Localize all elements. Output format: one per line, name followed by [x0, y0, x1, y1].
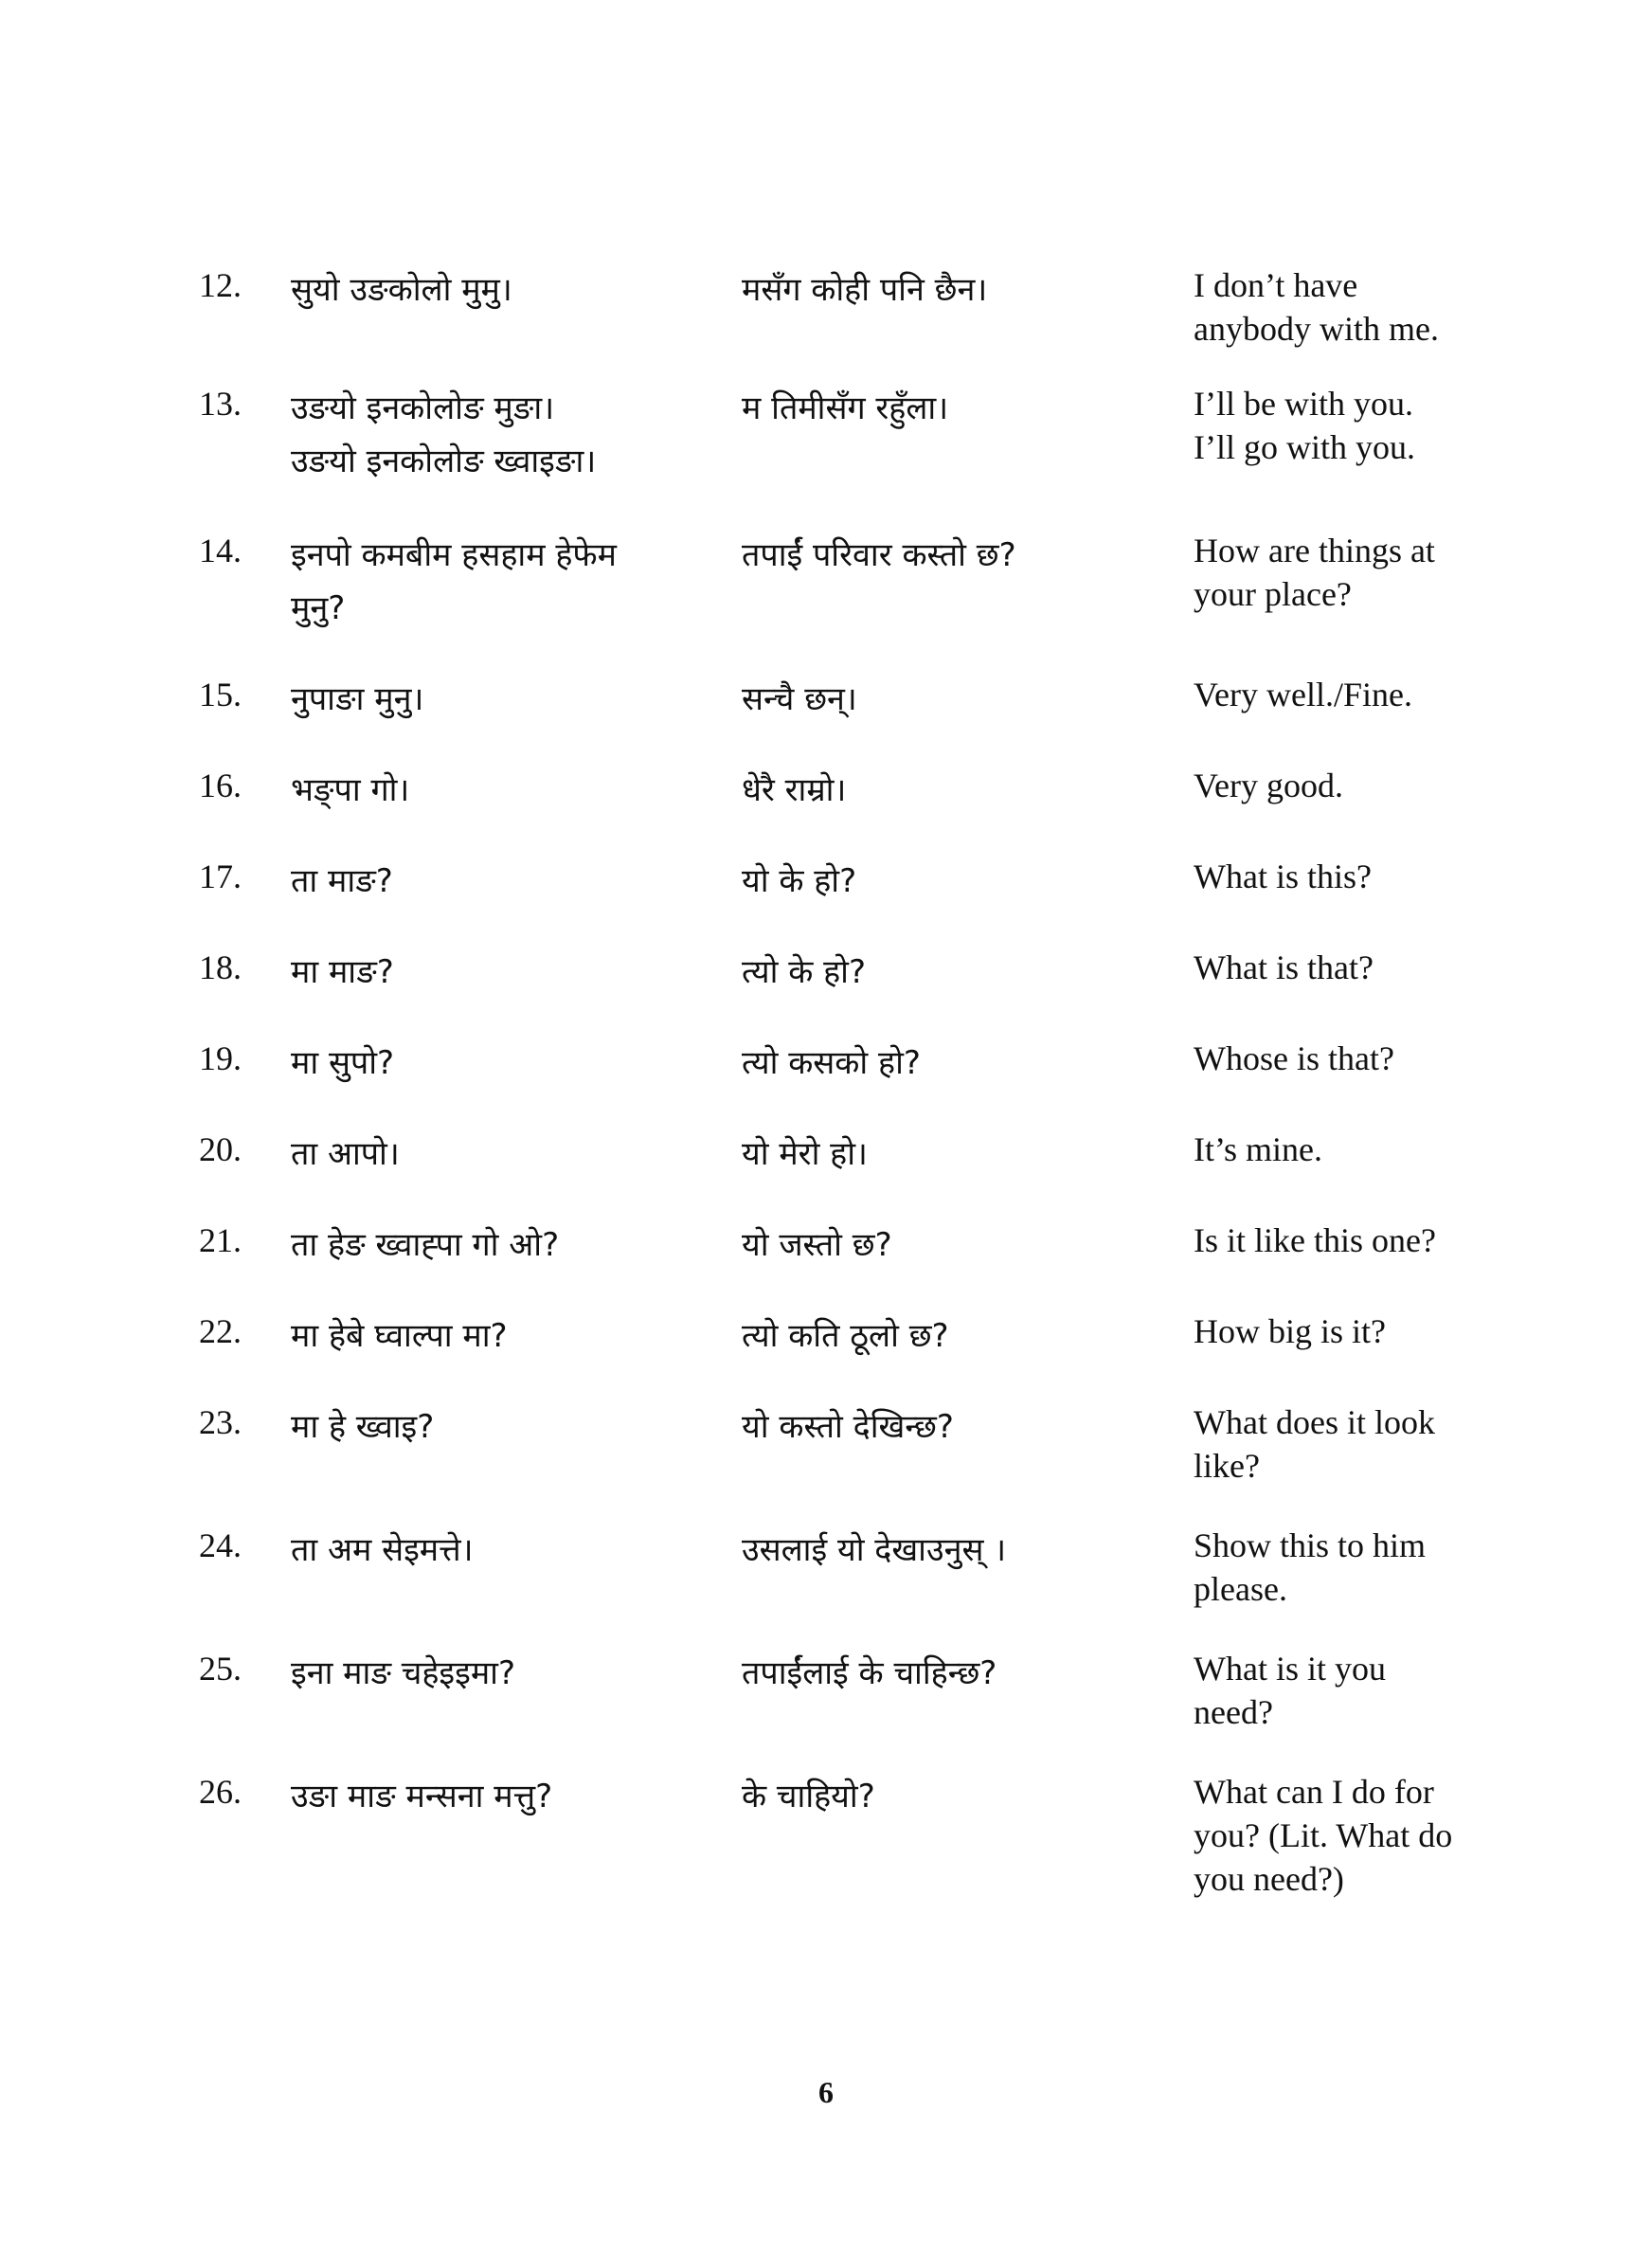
nepali-text [742, 1647, 1158, 1700]
english-text-line: What does it look [1194, 1403, 1435, 1441]
nepali-text-line: त्यो कति ठूलो छ? [742, 1317, 949, 1355]
english-text-line: anybody with me. [1194, 310, 1439, 348]
entry-number: 16. [199, 767, 242, 804]
limbu-text [291, 1037, 708, 1090]
entry-number: 14. [199, 532, 242, 569]
limbu-text [291, 764, 708, 817]
english-text-line: What is it you [1194, 1650, 1386, 1688]
nepali-text [742, 1309, 1158, 1363]
limbu-text-line: मुनु? [291, 589, 346, 627]
english-text-line: like? [1194, 1447, 1260, 1485]
nepali-text-line: म तिमीसँग रहुँला। [742, 389, 949, 427]
limbu-text [291, 1524, 708, 1577]
english-text-line: Whose is that? [1194, 1039, 1394, 1077]
limbu-text [291, 1400, 708, 1454]
english-text-line: Very well./Fine. [1194, 676, 1412, 713]
nepali-text [742, 673, 1158, 726]
limbu-text [291, 855, 708, 908]
english-text [1194, 1037, 1506, 1080]
english-text [1194, 673, 1506, 716]
english-text [1194, 1219, 1506, 1262]
entry-number: 15. [199, 676, 242, 713]
entry-number: 23. [199, 1403, 242, 1441]
entry-number: 18. [199, 948, 242, 986]
entry-number: 24. [199, 1526, 242, 1564]
limbu-text [291, 263, 708, 316]
english-text [1194, 946, 1506, 989]
english-text [1194, 764, 1506, 807]
nepali-text [742, 946, 1158, 999]
english-text-line: I don’t have [1194, 266, 1358, 304]
nepali-text [742, 764, 1158, 817]
entry-number: 26. [199, 1773, 242, 1811]
limbu-text-line: भङ्पा गो। [291, 771, 410, 809]
nepali-text-line: यो जस्तो छ? [742, 1226, 892, 1264]
limbu-text [291, 1128, 708, 1181]
english-text [1194, 1524, 1506, 1611]
entry-number: 25. [199, 1650, 242, 1688]
nepali-text [742, 1770, 1158, 1823]
english-text-line: What is that? [1194, 948, 1374, 986]
english-text [1194, 263, 1506, 351]
english-text-line: Very good. [1194, 767, 1343, 804]
limbu-text-line: मा हे ख्वाइ? [291, 1408, 435, 1446]
limbu-text-line: ता आपो। [291, 1135, 400, 1173]
english-text [1194, 382, 1506, 469]
english-text-line: I’ll be with you. [1194, 385, 1413, 423]
nepali-text-line: त्यो के हो? [742, 953, 867, 991]
english-text [1194, 1647, 1506, 1734]
english-text [1194, 1770, 1506, 1901]
entry-number: 17. [199, 858, 242, 895]
limbu-text-line: नुपाङा मुनु। [291, 680, 424, 718]
entry-number: 12. [199, 266, 242, 304]
limbu-text-line: इना माङ चहेइइमा? [291, 1654, 515, 1692]
limbu-text-line: मा माङ? [291, 953, 394, 991]
nepali-text-line: यो मेरो हो। [742, 1135, 868, 1173]
nepali-text-line: यो के हो? [742, 862, 857, 900]
nepali-text [742, 1400, 1158, 1454]
nepali-text [742, 529, 1158, 582]
entry-number: 21. [199, 1221, 242, 1259]
limbu-text-line: मा हेबे घ्वाल्पा मा? [291, 1317, 508, 1355]
limbu-text-line: ता माङ? [291, 862, 393, 900]
limbu-text [291, 529, 708, 635]
english-text [1194, 1309, 1506, 1353]
limbu-text [291, 382, 708, 488]
nepali-text [742, 382, 1158, 435]
nepali-text [742, 1219, 1158, 1272]
english-text-line: Show this to him [1194, 1526, 1427, 1564]
english-text-line: you need?) [1194, 1860, 1344, 1898]
nepali-text-line: उसलाई यो देखाउनुस् । [742, 1531, 1007, 1569]
nepali-text [742, 1037, 1158, 1090]
english-text-line: How are things at [1194, 532, 1435, 569]
entry-number: 22. [199, 1312, 242, 1350]
english-text-line: Is it like this one? [1194, 1221, 1436, 1259]
limbu-text [291, 673, 708, 726]
nepali-text-line: सन्चै छन्। [742, 680, 857, 718]
limbu-text-line: मा सुपो? [291, 1044, 395, 1082]
nepali-text-line: तपाईंलाई के चाहिन्छ? [742, 1654, 997, 1692]
nepali-text-line: के चाहियो? [742, 1778, 875, 1815]
english-text [1194, 1400, 1506, 1488]
entry-number: 19. [199, 1039, 242, 1077]
english-text-line: you? (Lit. What do [1194, 1816, 1453, 1854]
english-text-line: need? [1194, 1693, 1273, 1731]
entry-number: 20. [199, 1130, 242, 1168]
english-text-line: What is this? [1194, 858, 1372, 895]
english-text-line: I’ll go with you. [1194, 428, 1415, 466]
limbu-text [291, 1770, 708, 1823]
limbu-text-line: ता हेङ ख्वाह्पा गो ओ? [291, 1226, 560, 1264]
english-text-line: What can I do for [1194, 1773, 1434, 1811]
english-text [1194, 529, 1506, 616]
english-text [1194, 1128, 1506, 1171]
nepali-text-line: तपाईं परिवार कस्तो छ? [742, 536, 1016, 574]
limbu-text [291, 1647, 708, 1700]
limbu-text-line: उङयो इनकोलोङ ख्वाइङा। [291, 442, 597, 480]
limbu-text-line: उङयो इनकोलोङ मुङा। [291, 389, 555, 427]
nepali-text [742, 263, 1158, 316]
entry-number: 13. [199, 385, 242, 423]
english-text-line: your place? [1194, 575, 1352, 613]
english-text-line: please. [1194, 1570, 1287, 1608]
nepali-text-line: त्यो कसको हो? [742, 1044, 921, 1082]
limbu-text-line: ता अम सेइमत्ते। [291, 1531, 474, 1569]
limbu-text [291, 1219, 708, 1272]
nepali-text [742, 855, 1158, 908]
english-text [1194, 855, 1506, 898]
limbu-text [291, 1309, 708, 1363]
limbu-text [291, 946, 708, 999]
nepali-text-line: यो कस्तो देखिन्छ? [742, 1408, 954, 1446]
limbu-text-line: इनपो कमबीम हसहाम हेफेम [291, 536, 617, 574]
nepali-text-line: धेरै राम्रो। [742, 771, 847, 809]
english-text-line: How big is it? [1194, 1312, 1386, 1350]
page-number: 6 [818, 2075, 834, 2109]
limbu-text-line: उङा माङ मन्सना मत्तु? [291, 1778, 553, 1815]
nepali-text [742, 1128, 1158, 1181]
nepali-text [742, 1524, 1158, 1577]
english-text-line: It’s mine. [1194, 1130, 1322, 1168]
nepali-text-line: मसँग कोही पनि छैन। [742, 271, 988, 309]
limbu-text-line: सुयो उङकोलो मुमु। [291, 271, 512, 309]
